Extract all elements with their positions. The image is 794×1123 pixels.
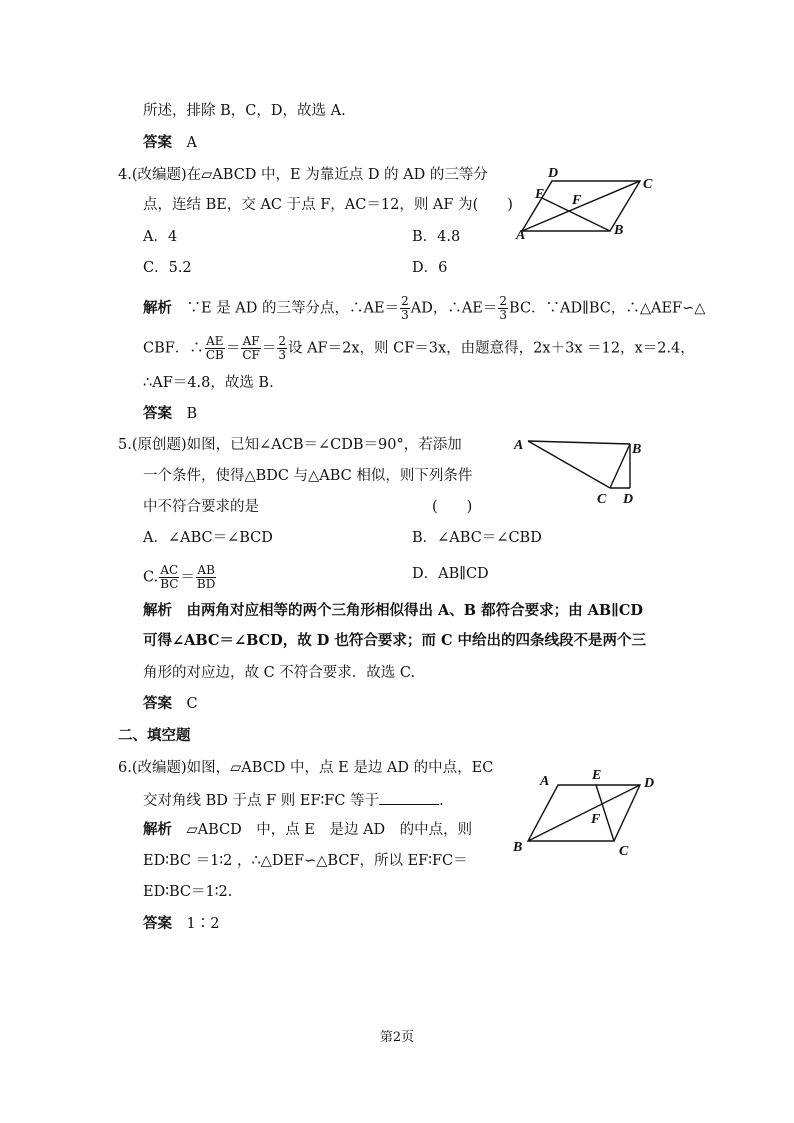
svg-text:C: C [643,177,653,192]
solution-line: 解析 ▱ABCD 中，点 E 是边 AD 的中点，则 [143,821,473,838]
question-5-stem-cont: 中不符合要求的是 [143,499,259,515]
section-title: 二、填空题 [118,727,191,744]
option-b: B．4.8 [412,229,461,245]
fraction: $\frac{2}{3}$ [401,294,409,322]
solution-line: ED∶BC ＝1∶2 ，∴△DEF∽△BCF，所以 EF∶FC＝ [143,853,468,869]
answer-paren: ( ) [432,499,473,515]
question-5-stem: 5.(原创题)如图，已知∠ACB＝∠CDB＝90°，若添加 [118,437,462,453]
option-d: D．AB∥CD [412,566,489,582]
solution-line: ∴AF＝4.8，故选 B. [143,375,274,391]
answer-line: 答案 1∶2 [143,915,220,932]
svg-text:C: C [597,492,607,507]
fill-blank [379,790,439,805]
figure-q6-parallelogram [508,765,668,860]
solution-line: 解析 由两角对应相等的两个三角形相似得出 A、B 都符合要求；由 AB∥CD [143,602,643,619]
svg-text:A: A [540,774,550,789]
svg-text:A: A [516,228,526,242]
figure-q4-parallelogram [510,160,660,242]
option-c: C．5.2 [143,260,192,276]
svg-text:F: F [591,812,601,827]
solution-line: 解析 ∵E 是 AD 的三等分点，∴AE＝ $\frac{2}{3}$ AD，∴AE＝ $\frac{2}{3}$ BC．∵AD∥BC，∴△AEF∽△ [143,294,706,322]
option-a: A．4 [143,229,178,245]
answer-line: 答案 A [143,134,197,151]
question-4-stem: 4.(改编题)在▱ABCD 中，E 为靠近点 D 的 AD 的三等分 [118,167,488,183]
svg-text:A: A [514,438,524,453]
fraction: $\frac{AE}{CB}$ [205,334,224,362]
solution-line: 可得∠ABC＝∠BCD，故 D 也符合要求；而 C 中给出的四条线段不是两个三 [143,632,647,649]
fraction: $\frac{2}{3}$ [499,294,508,322]
solution-line: CBF．∴ $\frac{AE}{CB}$ ＝ $\frac{AF}{CF}$ ＝ $\frac{2}{3}$ 设 AF＝2x，则 CF＝3x，由题意得，2x＋3x ＝12，x＝2.4， [143,334,695,362]
page-number: 第2页 [379,1030,415,1045]
svg-text:F: F [572,193,582,208]
svg-text:E: E [592,768,602,783]
question-6-stem-cont: 交对角线 BD 于点 F 则 EF∶FC 等于 . [143,790,444,811]
text-line: 所述，排除 B，C，D，故选 A. [143,103,346,119]
option-b: B．∠ABC＝∠CBD [412,530,542,546]
svg-text:D: D [548,166,559,181]
svg-text:E: E [535,187,545,202]
svg-text:B: B [513,840,523,855]
svg-text:B: B [614,223,624,238]
solution-line: ED∶BC＝1∶2. [143,884,233,900]
svg-text:B: B [632,442,642,457]
question-5-stem-cont: 一个条件，使得△BDC 与△ABC 相似，则下列条件 [143,468,473,484]
option-c: C. $\frac{AC}{BC}$ ＝ $\frac{AB}{BD}$ [143,563,216,591]
svg-text:D: D [644,776,655,791]
fraction: $\frac{AC}{BC}$ [160,563,179,591]
fraction: $\frac{2}{3}$ [278,334,286,362]
svg-text:C: C [619,844,629,859]
fraction: $\frac{AB}{BD}$ [196,563,216,591]
figure-q5-right-triangles [510,432,650,512]
option-d: D．6 [412,260,448,276]
answer-line: 答案 C [143,695,198,712]
answer-line: 答案 B [143,405,198,422]
solution-line: 角形的对应边，故 C 不符合要求．故选 C. [143,665,416,681]
question-4-stem-cont: 点，连结 BE，交 AC 于点 F，AC＝12，则 AF 为( ) [143,197,513,213]
option-a: A．∠ABC＝∠BCD [143,530,273,546]
question-6-stem: 6.(改编题)如图，▱ABCD 中，点 E 是边 AD 的中点，EC [118,760,494,776]
fraction: $\frac{AF}{CF}$ [242,334,260,362]
svg-text:D: D [623,492,634,507]
